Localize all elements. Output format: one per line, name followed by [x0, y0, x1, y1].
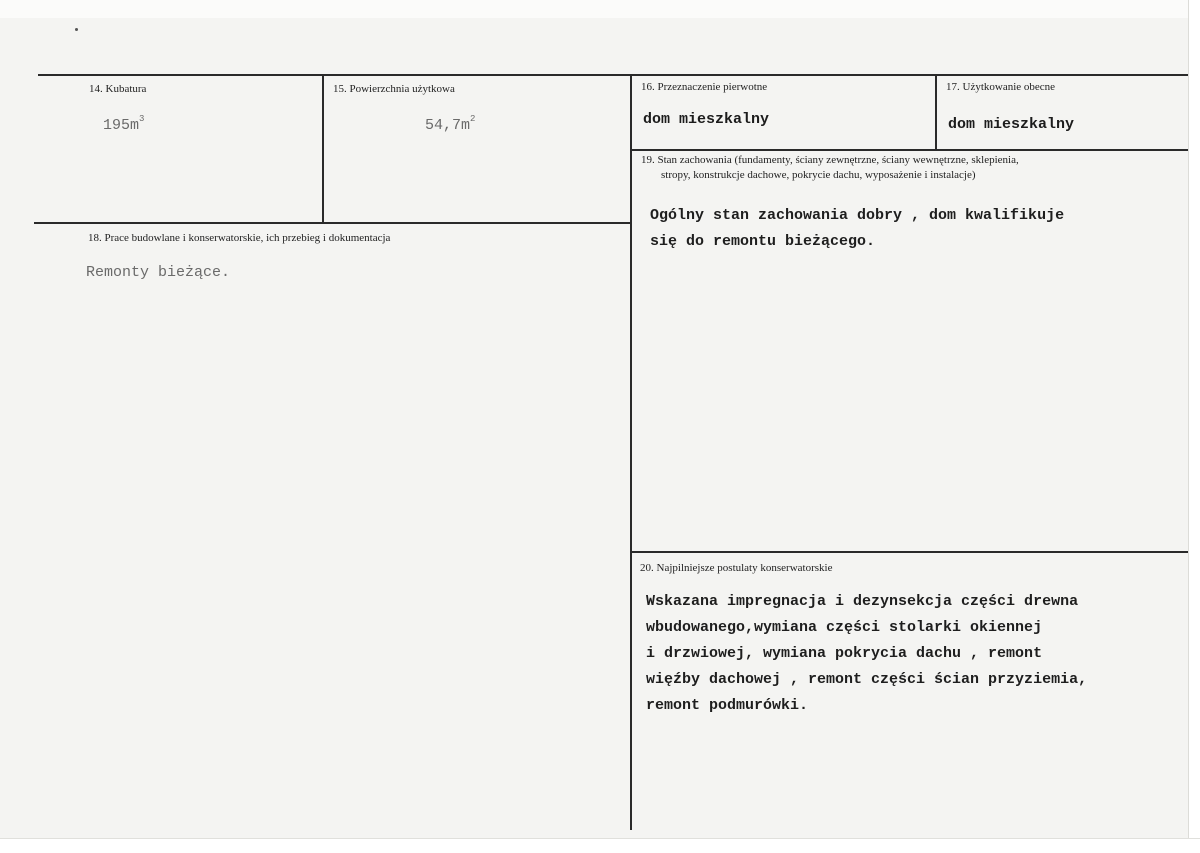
- field-16-value: dom mieszkalny: [643, 111, 770, 128]
- divider-16-17: [935, 74, 937, 150]
- field-14-label: 14. Kubatura: [89, 83, 147, 95]
- field-19-label: [641, 153, 1161, 183]
- rule-above-20: [630, 551, 1188, 553]
- field-19-text: [650, 203, 1064, 255]
- field-20-line: Wskazana impregnacja i dezynsekcja części drewna: [646, 593, 1079, 610]
- field-16-label: 16. Przeznaczenie pierwotne: [641, 81, 768, 93]
- center-divider: [630, 74, 632, 830]
- field-17-value: dom mieszkalny: [948, 116, 1075, 133]
- field-18-label: 18. Prace budowlane i konserwatorskie, ich przebieg i dokumentacja: [88, 232, 391, 244]
- field-19-label-line-1: 19. Stan zachowania (fundamenty, ściany zewnętrzne, ściany wewnętrzne, sklepienia,: [641, 154, 1019, 166]
- field-20-line: remont podmurówki.: [646, 697, 809, 714]
- field-18-value: Remonty bieżące.: [86, 264, 231, 281]
- field-14-value: $195m^3$: [103, 114, 145, 134]
- field-17-label: 17. Użytkowanie obecne: [946, 81, 1056, 93]
- scan-right-edge: [1188, 0, 1200, 852]
- field-20-line: i drzwiowej, wymiana pokrycia dachu , remont: [646, 645, 1043, 662]
- divider-14-15: [322, 74, 324, 224]
- field-20-text: [646, 589, 1087, 719]
- field-19-line: Ogólny stan zachowania dobry , dom kwalifikuje: [650, 207, 1065, 224]
- field-19-label-line-2: stropy, konstrukcje dachowe, pokrycie dachu, wyposażenie i instalacje): [661, 169, 976, 181]
- field-19-line: się do remontu bieżącego.: [650, 233, 876, 250]
- card-top-edge: [0, 0, 1200, 18]
- field-15-label: 15. Powierzchnia użytkowa: [333, 83, 455, 95]
- rule-above-18: [34, 222, 631, 224]
- ink-speck: [75, 28, 78, 31]
- rule-above-19: [630, 149, 1188, 151]
- field-20-line: więźby dachowej , remont części ścian przyziemia,: [646, 671, 1088, 688]
- top-rule: [38, 74, 1188, 76]
- field-20-label: 20. Najpilniejsze postulaty konserwatorskie: [640, 562, 833, 574]
- field-15-value: $54,7m^2$: [425, 114, 476, 134]
- scan-bottom-edge: [0, 838, 1200, 853]
- field-20-line: wbudowanego,wymiana części stolarki okiennej: [646, 619, 1043, 636]
